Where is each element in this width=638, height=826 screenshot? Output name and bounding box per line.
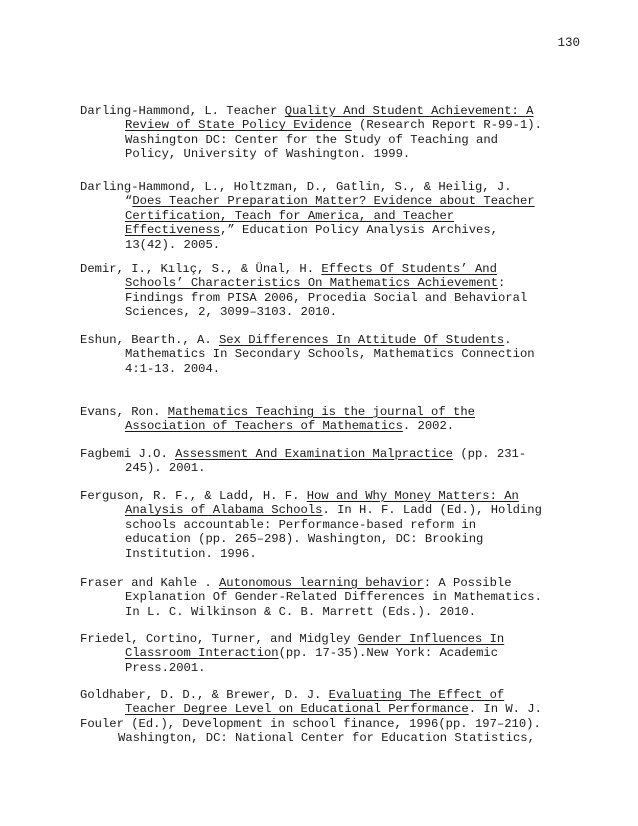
reference-line <box>80 518 570 532</box>
reference-entry <box>80 447 570 476</box>
reference-text: 13(42). 2005. <box>125 237 221 252</box>
page-number: 130 <box>557 36 580 50</box>
reference-text: schools accountable: Performance-based reform in <box>125 517 477 532</box>
underlined-title: Teacher Degree Level on Educational Performance <box>125 702 469 717</box>
reference-entry <box>80 576 570 619</box>
underlined-title: Mathematics Teaching is the journal of the <box>167 405 475 419</box>
reference-entry <box>80 489 570 561</box>
reference-text: : A Possible <box>423 576 512 590</box>
reference-text: In L. C. Wilkinson & C. B. Marrett (Eds.). 2010. <box>125 604 477 619</box>
underlined-title: Effectiveness <box>125 223 221 238</box>
reference-line <box>80 503 570 517</box>
reference-text: ,” Education Policy Analysis Archives, <box>220 223 498 238</box>
reference-line <box>80 347 570 361</box>
reference-line <box>80 305 570 319</box>
reference-line <box>80 547 570 561</box>
underlined-title: Gender Influences In <box>357 632 505 646</box>
reference-text: Darling-Hammond, L., Holtzman, D., Gatlin, S., & Heilig, J. <box>80 180 512 194</box>
reference-line <box>80 731 570 745</box>
reference-entry <box>80 104 570 162</box>
underlined-title: Assessment And Examination Malpractice <box>175 447 453 461</box>
underlined-title: Sex Differences In Attitude Of Students <box>218 333 505 347</box>
reference-entry <box>80 688 570 746</box>
reference-text: (pp. 17-35).New York: Academic <box>278 646 499 661</box>
reference-entry <box>80 180 570 252</box>
reference-text: Washington, DC: National Center for Education Statistics, <box>118 731 535 746</box>
underlined-title: Evaluating The Effect of <box>328 688 505 702</box>
reference-text: Washington DC: Center for the Study of Teaching and <box>125 132 498 147</box>
underlined-title: Schools’ Characteristics On Mathematics Achievement <box>125 276 498 291</box>
reference-text: Fouler (Ed.), Development in school finance, 1996(pp. 197–210). <box>80 716 541 731</box>
reference-text: Darling-Hammond, L. Teacher <box>80 104 285 118</box>
underlined-title: Association of Teachers of Mathematics <box>125 419 403 434</box>
reference-text: . 2002. <box>402 419 455 434</box>
reference-line <box>80 489 570 503</box>
reference-line <box>80 147 570 161</box>
reference-text: Fraser and Kahle . <box>80 576 219 590</box>
reference-text: . In H. F. Ladd (Ed.), Holding <box>322 503 542 518</box>
reference-text: Evans, Ron. <box>80 405 168 419</box>
underlined-title: Analysis of Alabama Schools <box>125 503 323 518</box>
reference-text: Demir, I., Kılıç, S., & Ünal, H. <box>80 262 322 276</box>
reference-line <box>80 405 570 419</box>
underlined-title: Effects Of Students’ And <box>321 262 497 276</box>
reference-line <box>80 605 570 619</box>
reference-text: “ <box>125 194 133 209</box>
reference-text: Friedel, Cortino, Turner, and Midgley <box>80 632 358 646</box>
reference-text: Explanation Of Gender-Related Differences in Mathematics. <box>125 590 542 605</box>
reference-line <box>80 276 570 290</box>
reference-line <box>80 590 570 604</box>
reference-line <box>80 646 570 660</box>
reference-line <box>80 180 570 194</box>
reference-text: Policy, University of Washington. 1999. <box>125 147 411 162</box>
reference-line <box>80 702 570 716</box>
underlined-title: Does Teacher Preparation Matter? Evidence about Teacher <box>132 194 535 209</box>
reference-line <box>80 688 570 702</box>
reference-text: Goldhaber, D. D., & Brewer, D. J. <box>80 688 329 702</box>
reference-line <box>80 262 570 276</box>
reference-line <box>80 419 570 433</box>
reference-line <box>80 717 570 731</box>
underlined-title: How and Why Money Matters: An <box>306 489 519 503</box>
reference-line <box>80 632 570 646</box>
reference-text: 245). 2001. <box>125 461 206 476</box>
reference-line <box>80 291 570 305</box>
reference-text: . <box>504 333 512 347</box>
reference-line <box>80 333 570 347</box>
reference-line <box>80 661 570 675</box>
reference-text: education (pp. 265–298). Washington, DC: Brooking <box>125 532 484 547</box>
reference-text: (Research Report R-99-1). <box>351 118 542 133</box>
reference-text: 4:1-13. 2004. <box>125 361 221 376</box>
reference-text: Press.2001. <box>125 660 206 675</box>
reference-line <box>80 104 570 118</box>
reference-line <box>80 362 570 376</box>
reference-line <box>80 238 570 252</box>
reference-text: Ferguson, R. F., & Ladd, H. F. <box>80 489 307 503</box>
reference-entry <box>80 333 570 376</box>
reference-line <box>80 532 570 546</box>
reference-text: Eshun, Bearth., A. <box>80 333 219 347</box>
reference-line <box>80 194 570 208</box>
reference-text: Mathematics In Secondary Schools, Mathematics Connection <box>125 347 535 362</box>
reference-text: : <box>498 276 506 291</box>
reference-text: Findings from PISA 2006, Procedia Social and Behavioral <box>125 290 528 305</box>
underlined-title: Certification, Teach for America, and Teacher <box>125 208 455 223</box>
reference-line <box>80 118 570 132</box>
reference-entry <box>80 405 570 434</box>
reference-line <box>80 461 570 475</box>
underlined-title: Quality And Student Achievement: A <box>284 104 534 118</box>
reference-entry <box>80 262 570 320</box>
reference-text: Institution. 1996. <box>125 546 257 561</box>
reference-text: (pp. 231- <box>453 447 527 461</box>
reference-line <box>80 209 570 223</box>
underlined-title: Classroom Interaction <box>125 646 279 661</box>
reference-line <box>80 223 570 237</box>
reference-text: . In W. J. <box>468 702 542 717</box>
reference-line <box>80 576 570 590</box>
reference-entry <box>80 632 570 675</box>
reference-line <box>80 133 570 147</box>
reference-text: Sciences, 2, 3099–3103. 2010. <box>125 305 338 320</box>
reference-text: Fagbemi J.O. <box>80 447 176 461</box>
reference-line <box>80 447 570 461</box>
underlined-title: Review of State Policy Evidence <box>125 118 352 133</box>
underlined-title: Autonomous learning behavior <box>218 576 424 590</box>
